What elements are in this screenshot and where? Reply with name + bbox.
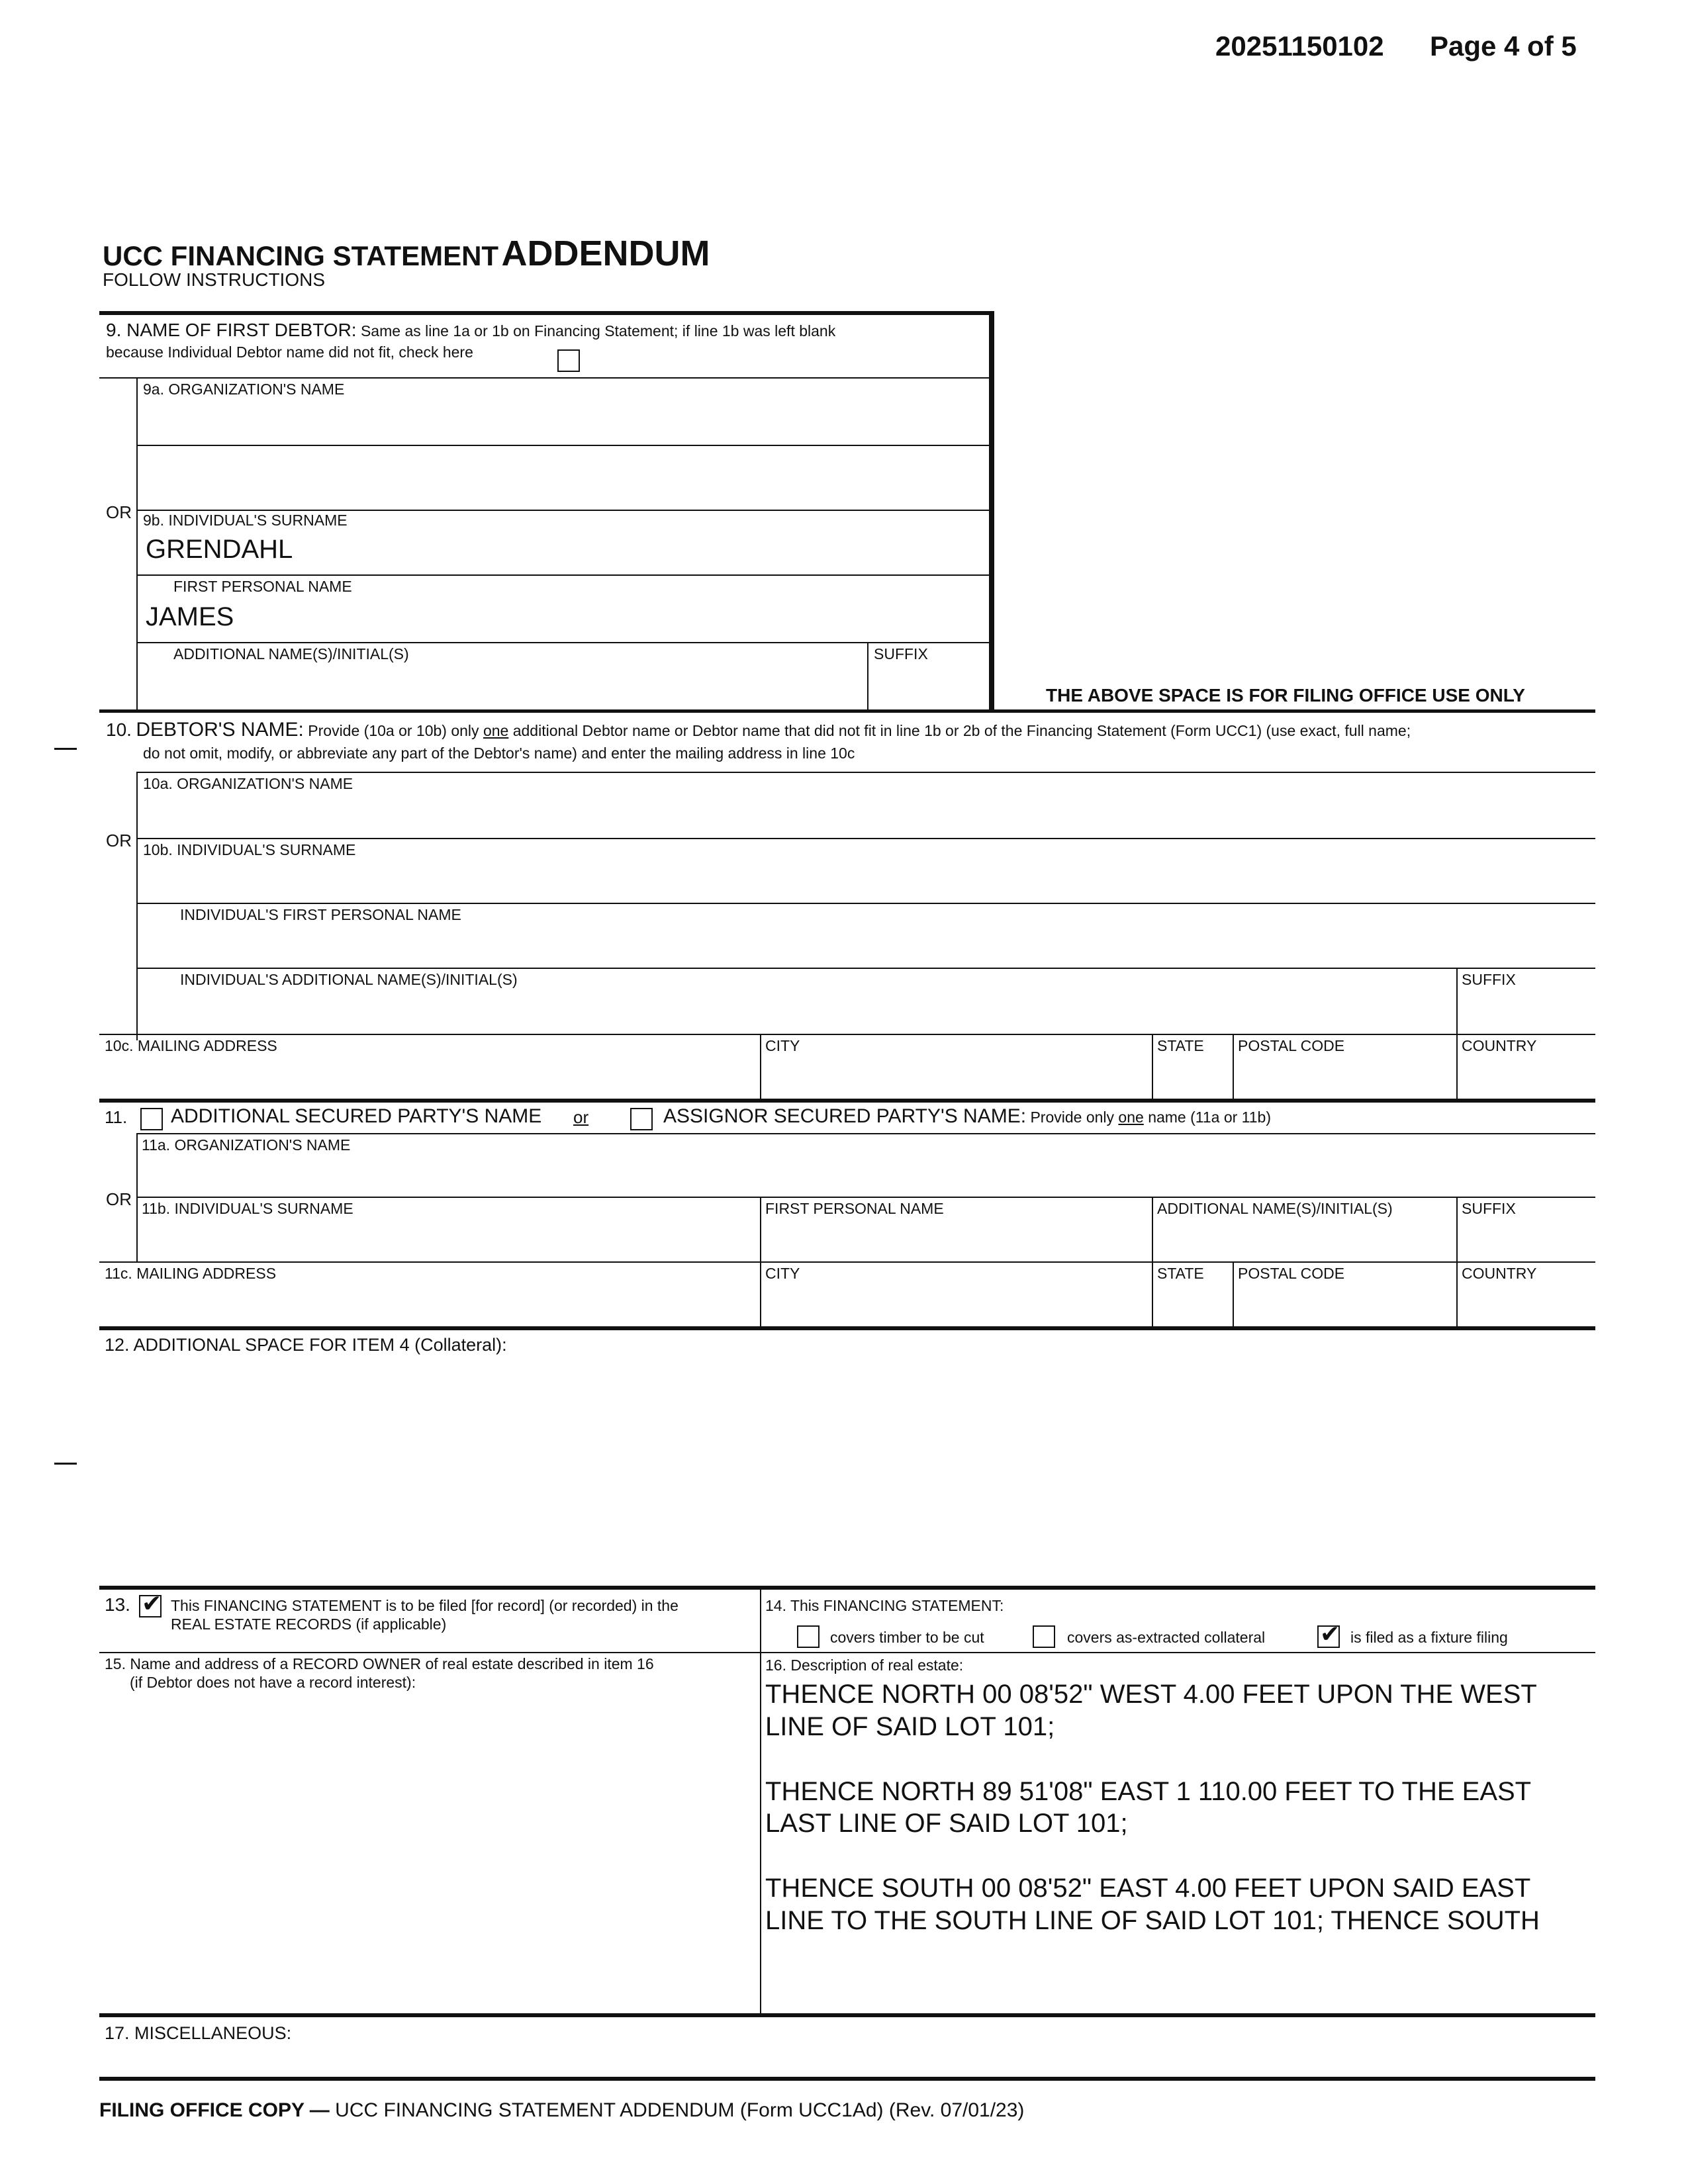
fixture-filing-check-box[interactable] xyxy=(1317,1625,1340,1648)
item13-check-box[interactable] xyxy=(139,1595,162,1617)
item11-option-a: ADDITIONAL SECURED PARTY'S NAME xyxy=(171,1105,542,1127)
item11-provide-a: Provide only xyxy=(1030,1109,1115,1126)
debtor-surname-value[interactable]: GRENDAHL xyxy=(146,535,293,564)
item10-additional-label: INDIVIDUAL'S ADDITIONAL NAME(S)/INITIAL(S) xyxy=(180,971,518,988)
description-p1-line2: LINE OF SAID LOT 101; xyxy=(765,1711,1055,1741)
item11-first-label: FIRST PERSONAL NAME xyxy=(765,1200,944,1217)
item9-check-box[interactable] xyxy=(557,349,580,372)
item10-num: 10. xyxy=(106,719,132,740)
item17-label: 17. MISCELLANEOUS: xyxy=(105,2023,292,2043)
form-title xyxy=(103,233,710,274)
item15-label-line2: (if Debtor does not have a record interest): xyxy=(130,1674,416,1691)
item10-heading-line2: do not omit, modify, or abbreviate any part of the Debtor's name) and enter the mailing address in line 10c xyxy=(143,745,855,762)
file-number: 20251150102 xyxy=(1215,30,1384,62)
item9-suffix-label: SUFFIX xyxy=(874,645,928,662)
item13-line2: REAL ESTATE RECORDS (if applicable) xyxy=(171,1615,447,1633)
item15-label: 15. Name and address of a RECORD OWNER of real estate described in item 16 xyxy=(105,1655,654,1672)
item9a-label: 9a. ORGANIZATION'S NAME xyxy=(143,381,345,398)
item11-postal-label: POSTAL CODE xyxy=(1238,1265,1345,1282)
item9-heading xyxy=(106,320,835,341)
item9-heading-text: Same as line 1a or 1b on Financing Statement; if line 1b was left blank xyxy=(360,322,836,340)
item9-additional-label: ADDITIONAL NAME(S)/INITIAL(S) xyxy=(173,645,409,662)
item11-assignor-check-box[interactable] xyxy=(630,1108,653,1130)
item10-or-label: OR xyxy=(106,831,132,850)
item11b-label: 11b. INDIVIDUAL'S SURNAME xyxy=(142,1200,353,1217)
item11-additional-label: ADDITIONAL NAME(S)/INITIAL(S) xyxy=(1157,1200,1393,1217)
timber-check-box[interactable] xyxy=(797,1625,820,1648)
item11-provide-b: name (11a or 11b) xyxy=(1148,1109,1271,1126)
as-extracted-label: covers as-extracted collateral xyxy=(1067,1629,1266,1646)
description-p2-line2: LAST LINE OF SAID LOT 101; xyxy=(765,1809,1128,1839)
item11-state-label: STATE xyxy=(1157,1265,1204,1282)
page-number: Page 4 of 5 xyxy=(1429,30,1577,62)
item10-suffix-label: SUFFIX xyxy=(1462,971,1516,988)
collateral-space[interactable] xyxy=(99,1357,1595,1582)
record-owner-field[interactable] xyxy=(106,1694,755,2012)
item10a-label: 10a. ORGANIZATION'S NAME xyxy=(143,775,353,792)
description-p3-line1: THENCE SOUTH 00 08'52" EAST 4.00 FEET UPON SAID EAST xyxy=(765,1874,1531,1903)
as-extracted-check-box[interactable] xyxy=(1033,1625,1055,1648)
item9-or-label: OR xyxy=(106,502,132,522)
item12-label: 12. ADDITIONAL SPACE FOR ITEM 4 (Collateral): xyxy=(105,1335,507,1355)
item10-heading-one: one xyxy=(483,722,509,739)
timber-label: covers timber to be cut xyxy=(830,1629,984,1646)
item10-heading-b: additional Debtor name or Debtor name that did not fit in line 1b or 2b of the Financing Statement (Form UCC1) (use exact, full name; xyxy=(512,722,1411,739)
form-title-emphasis: ADDENDUM xyxy=(501,234,710,273)
description-p2-line1: THENCE NORTH 89 51'08" EAST 1 110.00 FEET TO THE EAST xyxy=(765,1776,1532,1806)
description-p3-line2: LINE TO THE SOUTH LINE OF SAID LOT 101; THENCE SOUTH xyxy=(765,1905,1540,1935)
fixture-filing-label: is filed as a fixture filing xyxy=(1350,1629,1508,1646)
item11-provide-one: one xyxy=(1118,1109,1144,1126)
item11-city-label: CITY xyxy=(765,1265,800,1282)
item11-or-label: OR xyxy=(106,1189,132,1209)
item9-heading-line2: because Individual Debtor name did not fit, check here xyxy=(106,343,473,361)
item10-heading-a: Provide (10a or 10b) only xyxy=(308,722,479,739)
item11c-label: 11c. MAILING ADDRESS xyxy=(105,1265,277,1282)
follow-instructions: FOLLOW INSTRUCTIONS xyxy=(103,269,326,290)
item9-heading-num: 9. NAME OF FIRST DEBTOR: xyxy=(106,320,357,340)
item10-state-label: STATE xyxy=(1157,1037,1204,1054)
item10-country-label: COUNTRY xyxy=(1462,1037,1537,1054)
item9-first-label: FIRST PERSONAL NAME xyxy=(173,578,352,595)
footer-text xyxy=(99,2099,1024,2121)
item10-postal-label: POSTAL CODE xyxy=(1238,1037,1345,1054)
footer-bold: FILING OFFICE COPY — xyxy=(99,2099,330,2121)
item11-additional-check-box[interactable] xyxy=(140,1108,163,1130)
item11-option-b-line xyxy=(663,1105,1271,1127)
item11-num: 11. xyxy=(105,1107,128,1127)
item10-heading xyxy=(106,719,1411,741)
description-p1-line1: THENCE NORTH 00 08'52" WEST 4.00 FEET UPON THE WEST xyxy=(765,1680,1537,1709)
item10b-label: 10b. INDIVIDUAL'S SURNAME xyxy=(143,841,356,858)
item11-option-b: ASSIGNOR SECURED PARTY'S NAME: xyxy=(663,1105,1027,1127)
item11a-label: 11a. ORGANIZATION'S NAME xyxy=(142,1136,351,1154)
item11-suffix-label: SUFFIX xyxy=(1462,1200,1516,1217)
item13-line1: This FINANCING STATEMENT is to be filed [for record] (or recorded) in the xyxy=(171,1597,679,1614)
item16-label: 16. Description of real estate: xyxy=(765,1657,964,1674)
item11-or-word: or xyxy=(573,1107,589,1127)
item10c-label: 10c. MAILING ADDRESS xyxy=(105,1037,277,1054)
footer-form-name: UCC FINANCING STATEMENT ADDENDUM (Form UCC1Ad) (Rev. 07/01/23) xyxy=(329,2099,1025,2121)
miscellaneous-field[interactable] xyxy=(99,2045,1595,2078)
item10-first-label: INDIVIDUAL'S FIRST PERSONAL NAME xyxy=(180,906,461,923)
page-header xyxy=(1215,30,1577,62)
item14-label: 14. This FINANCING STATEMENT: xyxy=(765,1597,1004,1614)
item13-num: 13. xyxy=(105,1594,130,1615)
real-estate-description[interactable] xyxy=(765,1678,1540,1937)
filing-office-note: THE ABOVE SPACE IS FOR FILING OFFICE USE ONLY xyxy=(1046,685,1525,705)
form-title-main: UCC FINANCING STATEMENT xyxy=(103,240,499,271)
item10-name: DEBTOR'S NAME: xyxy=(136,719,304,741)
debtor-first-name-value[interactable]: JAMES xyxy=(146,602,234,631)
item10-city-label: CITY xyxy=(765,1037,800,1054)
item9b-label: 9b. INDIVIDUAL'S SURNAME xyxy=(143,512,348,529)
item11-country-label: COUNTRY xyxy=(1462,1265,1537,1282)
